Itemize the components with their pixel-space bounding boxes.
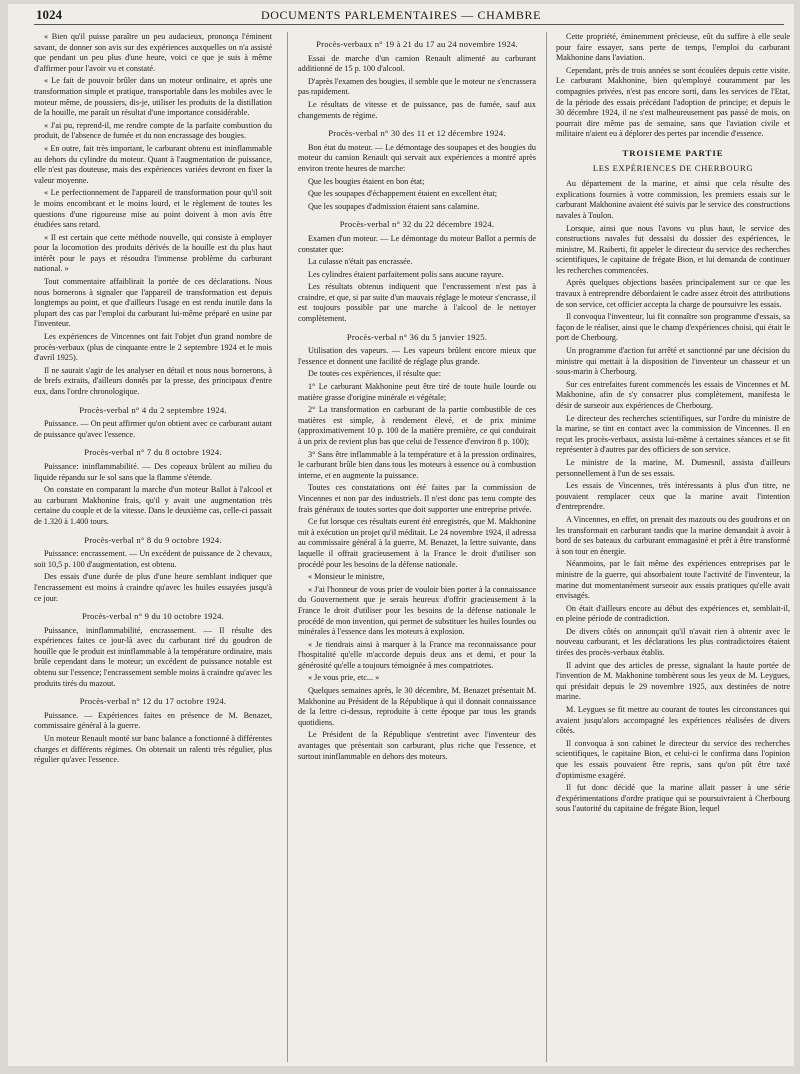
paragraph: Puissance. — Expériences faites en présence de M. Benazet, commissaire général à la guerre. (34, 710, 272, 731)
paragraph: 3° Sans être inflammable à la température et à la pression ordinaires, le carburant brûle bien dans tous les moteurs à essence ou à combustion interne, et en augmente la puissance. (298, 449, 536, 480)
paragraph: Que les soupapes d'échappement étaient en excellent état; (308, 189, 498, 199)
paragraph: « Le fait de pouvoir brûler dans un moteur ordinaire, et après une transformation simple et pratique, transportable dans les mobiles avec le moteur même, de poussiers, dis-je, utiliser les produits de la distillation de la houille, me paraît un résultat d'une importance considérable. (34, 76, 272, 118)
paragraph: A Vincennes, en effet, on prenait des mazouts ou des goudrons et on les transformait en carburant tandis que la marine demandait à avoir à bord de ses bateaux du carburant emmagasiné et prêt à être transformé à son tour en énergie. (556, 514, 790, 556)
part-subtitle: LES EXPÉRIENCES DE CHERBOURG (592, 162, 754, 173)
section-heading: Procès-verbaux n° 19 à 21 du 17 au 24 novembre 1924. (316, 39, 518, 49)
paragraph: Au département de la marine, et ainsi que cela résulte des explications fournies à votre commission, les premiers essais sur le carburant Makhonine avaient été suivis par le service des constructions navales à Toulon. (556, 179, 790, 220)
header-rule (34, 24, 784, 25)
paragraph: De toutes ces expériences, il résulte que: (308, 369, 441, 379)
paragraph: Il fut donc décidé que la marine allait passer à une série d'expérimentations d'ordre pratique qui se poursuivraient à Cherbourg sous l'autorité du capitaine de frégate Bion, lequel (556, 783, 790, 814)
paragraph: Les cylindres étaient parfaitement polis sans aucune rayure. (308, 269, 504, 279)
paragraph: Sur ces entrefaites furent commencés les essais de Vincennes et M. Makhonine, afin de s'y consacrer plus complètement, manifesta le désir de surseoir aux expériences de Cherbourg. (556, 379, 790, 410)
paragraph: Que les soupapes d'admission étaient sans calamine. (308, 201, 480, 211)
paragraph: 1° Le carburant Makhonine peut être tiré de toute huile lourde ou matière grasse d'origine minérale et végétale; (298, 382, 536, 402)
column-right (556, 32, 790, 1062)
paragraph: Cette propriété, éminemment précieuse, eût du suffire à elle seule pour faire essayer, sans perte de temps, l'emploi du carburant Makhonine dans l'aviation. (556, 32, 790, 63)
paragraph: Néanmoins, par le fait même des expériences entreprises par le ministre de la guerre, qui absorbaient toute l'activité de l'inventeur, la marine dut momentanément surseoir aux essais pratiques qu'elle avait envisagés. (556, 559, 790, 601)
section-heading: Procès-verbal n° 12 du 17 octobre 1924. (79, 696, 227, 707)
column-divider (287, 32, 288, 1062)
paragraph: La culasse n'était pas encrassée. (308, 257, 413, 267)
paragraph: « Je vous prie, etc... » (308, 673, 380, 683)
paragraph: Il convoqua à son cabinet le directeur du service des recherches scientifiques, le capitaine Bion, et celui-ci le confirma dans l'opinion que les essais pouvaient être repris, sans qu'on pût être taxé d'optimisme exagéré. (556, 738, 790, 780)
paragraph: « J'ai pu, reprend-il, me rendre compte de la parfaite combustion du produit, de l'absence de fumée et du non encrassage des bougies. (34, 120, 272, 141)
paragraph: Utilisation des vapeurs. — Les vapeurs brûlent encore mieux que l'essence et donnent une facilité de réglage plus grande. (298, 346, 536, 366)
paragraph: Le directeur des recherches scientifiques, sur l'ordre du ministre de la marine, se tint en contact avec la commission de Vincennes. Il en reçut les procès-verbaux, assista lui-même à certaines séances et se fit représenter à d'autres par des officiers de son service. (556, 413, 790, 455)
paragraph: Le Président de la République s'entretint avec l'inventeur des avantages que présentait son carburant, plus riche que l'essence, et surtout ininflammable en dehors des moteurs. (298, 730, 536, 761)
paragraph: Quelques semaines après, le 30 décembre, M. Benazet présentait M. Makhonine au Président de la République à qui il donnait connaissance de la lettre ci-dessus, reproduite à cette époque par tous les grands quotidiens. (298, 686, 536, 727)
page-header (8, 4, 794, 26)
paragraph: Les essais de Vincennes, très intéressants à plus d'un titre, ne pouvaient remplacer ceux que la marine avait l'intention d'entreprendre. (556, 481, 790, 512)
paragraph: « Bien qu'il puisse paraître un peu audacieux, prononça l'éminent savant, de donner son avis sur des expériences auxquelles on n'a assisté que pendant un peu plus d'une heure, voici ce que je suis à même d'affirmer pour l'avoir vu et constaté. (34, 32, 272, 73)
paragraph: « Le perfectionnement de l'appareil de transformation pour qu'il soit le moins encombrant et le moins lourd, et le règlement de toutes les questions d'une rigoureuse mise au point doivent à mon avis être étudiées sans retard. (34, 188, 272, 230)
paragraph: « J'ai l'honneur de vous prier de vouloir bien porter à la connaissance du Gouvernement que je serais heureux d'offrir gracieusement à la France le droit d'utiliser pour les besoins de la défense nationale le procédé de mon invention, qui permet de substituer les huiles lourdes ou minérales à l'essence dans les moteurs à explosion. (298, 584, 536, 637)
paragraph: Que les bougies étaient en bon état; (308, 176, 425, 186)
section-heading: Procès-verbal n° 9 du 10 octobre 1924. (81, 611, 225, 622)
paragraph: On était d'ailleurs encore au début des expériences et, semblait-il, en pleine période de contradiction. (556, 603, 790, 624)
section-heading: Procès-verbal n° 36 du 5 janvier 1925. (346, 331, 488, 342)
paragraph: Ce fut lorsque ces résultats eurent été enregistrés, que M. Makhonine mit à exécution un projet qu'il méditait. Le 24 novembre 1924, il adressa au commissaire général à la guerre, M. Benazet, la lettre suivante, dans laquelle il offrait gracieusement à la France le droit d'utiliser son procédé pour les besoins de la défense nationale. (298, 517, 536, 569)
paragraph: Examen d'un moteur. — Le démontage du moteur Ballot a permis de constater que: (298, 233, 536, 254)
paragraph: « Il est certain que cette méthode nouvelle, qui consiste à employer pour la locomotion des produits dérivés de la houille est du plus haut intérêt pour le pays et résoudra l'immense problème du carburant national. » (34, 232, 272, 274)
page-title: DOCUMENTS PARLEMENTAIRES — CHAMBRE (260, 8, 542, 22)
paragraph: Il ne saurait s'agir de les analyser en détail et nous nous bornerons, à de brefs extraits, d'ailleurs donnés par la presse, des principaux d'entre eux, dans l'ordre chronologique. (34, 365, 272, 396)
paragraph: Il advint que des articles de presse, signalant la haute portée de l'invention de M. Makhonine tombèrent sous les yeux de M. Leygues, qui présidait depuis le 29 novembre 1925, aux destinées de notre marine. (556, 660, 790, 702)
column-middle (298, 32, 536, 1062)
paragraph: Lorsque, ainsi que nous l'avons vu plus haut, le service des constructions navales fut dessaisi du dossier des expériences, le ministre, M. Raiberti, fit appeler le directeur du service des recherches scientifiques, le capitaine de frégate Bion, et lui demanda de continuer les recherches commencées. (556, 223, 790, 275)
paragraph: Essai de marche d'un camion Renault alimenté au carburant additionné de 15 p. 100 d'alcool. (298, 53, 536, 74)
paragraph: Tout commentaire affaiblirait la portée de ces déclarations. Nous nous bornerons à signaler que l'appareil de transformation est depuis longtemps au point, et que d'ailleurs l'usage en est rendu inutile dans la plupart des cas par l'emploi du carburant lui-même préparé en usine par l'inventeur. (34, 277, 272, 329)
paragraph: 2° La transformation en carburant de la partie combustible de ces matières est simple, à rendement élevé, et de prix minime (approximativement 10 p. 100 de la matière première, ce qui conduirait à un prix de revient plus bas que celui de l'essence d'environ 8 p. 100); (298, 405, 536, 446)
section-heading: Procès-verbal n° 8 du 9 octobre 1924. (84, 534, 222, 545)
column-left (34, 32, 272, 1062)
section-heading: Procès-verbal n° 32 du 22 décembre 1924. (339, 219, 495, 230)
paragraph: De divers côtés on annonçait qu'il n'avait rien à obtenir avec le nouveau carburant, et les déclarations les plus contradictoires étaient tirées des procès-verbaux établis. (556, 626, 790, 658)
paragraph: Le ministre de la marine, M. Dumesnil, assista d'ailleurs personnellement à l'un de ses essais. (556, 457, 790, 478)
paragraph: « En outre, fait très important, le carburant obtenu est ininflammable au dehors du cylindre du moteur. Quant à l'augmentation de puissance, elle n'est pas douteuse, mais des expériences variées devront en fixer la valeur moyenne. (34, 143, 272, 185)
paragraph: Il convoqua l'inventeur, lui fit connaître son programme d'essais, sa façon de le réaliser, ainsi que le champ d'expériences choisi, qui était le port de Cherbourg. (556, 312, 790, 343)
paragraph: Un moteur Renault monté sur banc balance a fonctionné à différentes charges et différents régimes. On obtenait un ralenti très régulier, plus régulier qu'avec l'essence. (34, 734, 272, 765)
part-title: TROISIEME PARTIE (622, 147, 724, 158)
paragraph: M. Leygues se fit mettre au courant de toutes les circonstances qui avaient jusqu'alors accompagné les expériences réalisées de divers côtés. (556, 705, 790, 736)
paragraph: Toutes ces constatations ont été faites par la commission de Vincennes et non par des industriels. Il n'est donc pas tenu compte des frais généraux de toutes sortes que doit supporter une entreprise privée. (298, 483, 536, 514)
paragraph: D'après l'examen des bougies, il semble que le moteur ne s'encrassera pas rapidement. (298, 76, 536, 97)
paragraph: Des essais d'une durée de plus d'une heure semblant indiquer que l'encrassement est moins à craindre qu'avec les huiles essayées jusqu'à ce jour. (34, 572, 272, 603)
paragraph: Après quelques objections basées principalement sur ce que les travaux à entreprendre débordaient le cadre assez étroit des attributions de son service, cet officier accepta la charge de poursuivre les essais. (556, 278, 790, 309)
paragraph: On constate en comparant la marche d'un moteur Ballot à l'alcool et au carburant Makhonine frais, qu'il y avait une augmentation très certaine du couple et de la vitesse. Dans le deuxième cas, celle-ci passait de 1.320 à 1.400 tours. (34, 485, 272, 526)
document-page (8, 4, 794, 1066)
section-heading: Procès-verbal n° 4 du 2 septembre 1924. (79, 404, 227, 415)
paragraph: Bon état du moteur. — Le démontage des soupapes et des bougies du moteur du camion Renault qui servait aux expériences a montré après environ trente heures de marche: (298, 142, 536, 173)
paragraph: Puissance, ininflammabilité, encrassement. — Il résulte des expériences faites ce jour-là avec du carburant tiré du goudron de houille que le produit est ininflammable à la température ordinaire, mais brûle cependant dans le moteur; un excédent de puissance notable est obtenu sur l'essence; l'encrassement semble moins à craindre qu'avec les produits tirés du mazout. (34, 625, 272, 688)
paragraph: Un programme d'action fut arrêté et sanctionné par une décision du ministre qui mettait à la disposition de l'inventeur un chasseur et un sous-marin à Cherbourg. (556, 346, 790, 377)
paragraph: Les résultats obtenus indiquent que l'encrassement n'est pas à craindre, et que, si par suite d'un mauvais réglage le moteur s'encrasse, il est toujours possible par une marche à l'alcool de le nettoyer complètement. (298, 282, 536, 324)
paragraph: Le résultats de vitesse et de puissance, pas de fumée, sauf aux changements de régime. (298, 99, 536, 120)
section-heading: Procès-verbal n° 7 du 8 octobre 1924. (84, 447, 222, 458)
paragraph: « Monsieur le ministre, (308, 572, 385, 582)
paragraph: Puissance: ininflammabilité. — Des copeaux brûlent au milieu du liquide répandu sur le sol sans que la flamme s'étende. (34, 461, 272, 482)
paragraph: « Je tiendrais ainsi à marquer à la France ma reconnaissance pour l'hospitalité qu'elle m'accorde depuis deux ans et demi, et pour la générosité qu'elle a toujours témoignée à mes compatriotes. (298, 639, 536, 670)
paragraph: Cependant, près de trois années se sont écoulées depuis cette visite. Le carburant Makhonine, bien qu'employé couramment par les compagnies privées, n'est pas encore sorti, dans les services de l'Etat, de la période des essais précédant l'adoption de principe; et depuis le 30 décembre 1924, il ne s'est malheureusement pas passé de mois, on pourrait dire même pas de semaine, sans que l'aviation civile et militaire n'aient eu à déplorer des pertes par incendie d'essence. (556, 65, 790, 139)
paragraph: Les expériences de Vincennes ont fait l'objet d'un grand nombre de procès-verbaux (plus de cinquante entre le 2 septembre 1924 et le mois d'avril 1925). (34, 332, 272, 363)
paragraph: Puissance. — On peut affirmer qu'on obtient avec ce carburant autant de puissance qu'avec l'essence. (34, 419, 272, 439)
column-divider (546, 32, 547, 1062)
paragraph: Puissance: encrassement. — Un excédent de puissance de 2 chevaux, soit 10,5 p. 100 d'augmentation, est obtenu. (34, 549, 272, 569)
page-number: 1024 (36, 7, 62, 22)
section-heading: Procès-verbal n° 30 des 11 et 12 décembre 1924. (328, 128, 506, 139)
